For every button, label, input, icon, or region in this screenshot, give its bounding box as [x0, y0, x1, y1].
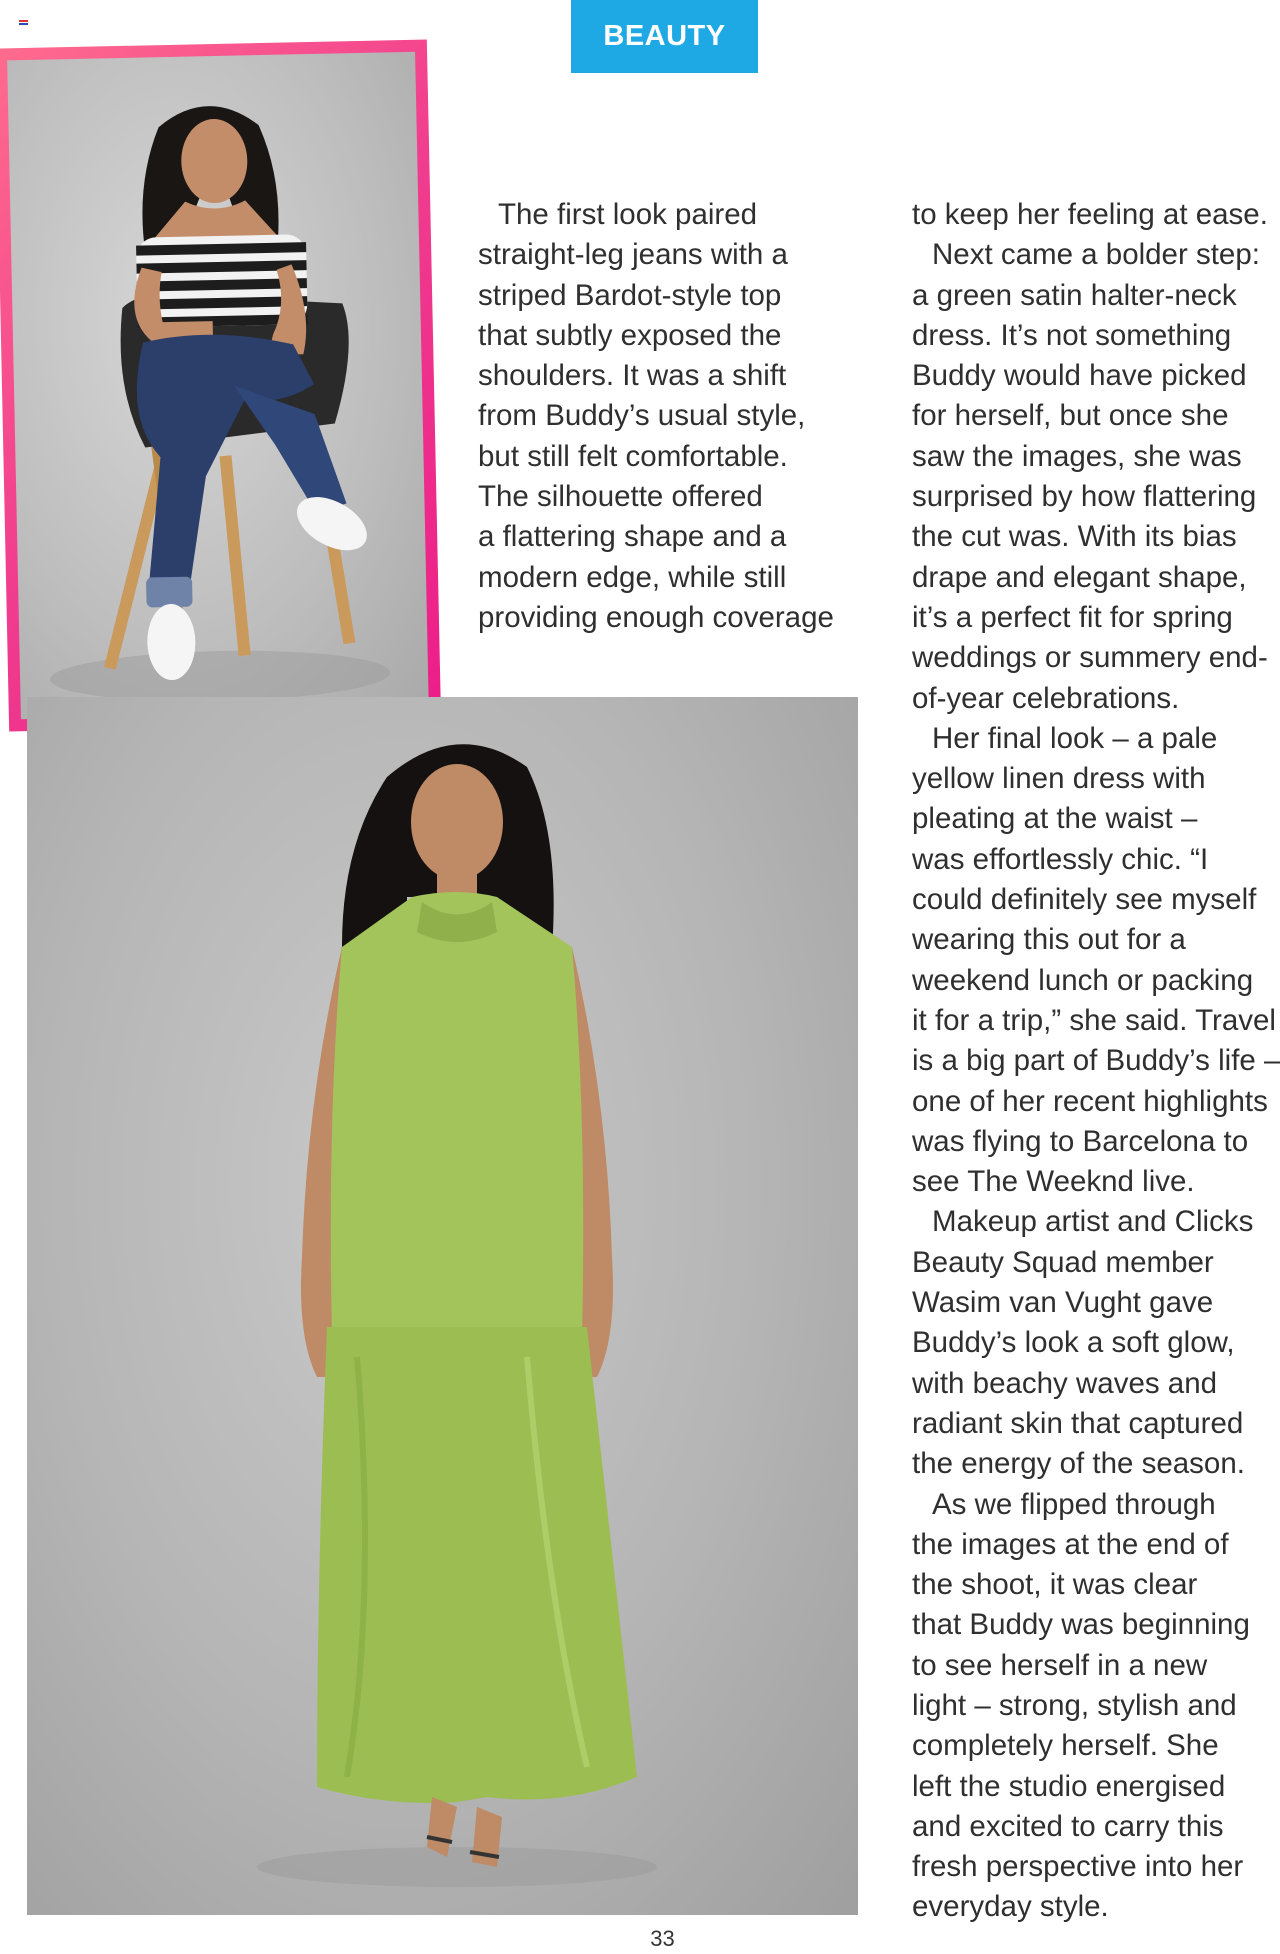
flag-icon: [19, 20, 28, 27]
text-line: for herself, but once she: [912, 399, 1229, 433]
text-line: straight-leg jeans with a: [478, 238, 788, 272]
article-column-2: [912, 195, 1280, 1928]
text-line: and excited to carry this: [912, 1809, 1224, 1843]
text-line: see The Weeknd live.: [912, 1165, 1195, 1199]
text-line: to keep her feeling at ease.: [912, 198, 1268, 231]
text-line: weddings or summery end-: [912, 641, 1268, 675]
text-line: the energy of the season.: [912, 1447, 1245, 1481]
text-line: the cut was. With its bias: [912, 520, 1237, 554]
text-line: saw the images, she was: [912, 439, 1242, 473]
text-line: shoulders. It was a shift: [478, 359, 787, 393]
text-line: Next came a bolder step:: [932, 238, 1260, 272]
text-line: modern edge, while still: [478, 560, 787, 594]
text-line: fresh perspective into her: [912, 1850, 1244, 1884]
text-line: As we flipped through: [932, 1487, 1216, 1521]
text-line: is a big part of Buddy’s life –: [912, 1044, 1280, 1078]
text-line: everyday style.: [912, 1890, 1109, 1924]
section-tab-beauty[interactable]: [571, 0, 758, 73]
seated-woman-photo: [7, 52, 429, 719]
text-line: drape and elegant shape,: [912, 560, 1247, 594]
text-line: to see herself in a new: [912, 1648, 1208, 1682]
green-dress-illustration: [27, 697, 858, 1915]
text-line: yellow linen dress with: [912, 762, 1206, 796]
text-line: light – strong, stylish and: [912, 1688, 1237, 1722]
text-line: Beauty Squad member: [912, 1245, 1214, 1279]
text-line: Wasim van Vught gave: [912, 1286, 1214, 1320]
text-line: it for a trip,” she said. Travel: [912, 1003, 1276, 1037]
section-label: BEAUTY: [603, 20, 726, 52]
text-line: that Buddy was beginning: [912, 1608, 1250, 1642]
text-line: one of her recent highlights: [912, 1084, 1268, 1118]
text-line: surprised by how flattering: [912, 480, 1257, 514]
text-line: pleating at the waist –: [912, 802, 1198, 836]
text-line: striped Bardot-style top: [478, 278, 782, 312]
text-line: Her final look – a pale: [932, 721, 1218, 755]
text-line: from Buddy’s usual style,: [478, 399, 806, 433]
article-column-1: [478, 195, 858, 638]
text-line: Makeup artist and Clicks: [932, 1205, 1254, 1239]
text-line: could definitely see myself: [912, 883, 1257, 917]
text-line: that subtly exposed the: [478, 318, 782, 352]
seated-woman-illustration: [7, 52, 429, 719]
green-dress-photo: [27, 697, 858, 1915]
text-line: left the studio energised: [912, 1769, 1226, 1803]
text-line: Buddy would have picked: [912, 359, 1247, 393]
text-line: dress. It’s not something: [912, 318, 1232, 352]
text-line: with beachy waves and: [912, 1366, 1218, 1400]
text-line: a green satin halter-neck: [912, 278, 1237, 312]
text-line: it’s a perfect fit for spring: [912, 600, 1233, 634]
text-line: but still felt comfortable.: [478, 439, 788, 473]
text-line: completely herself. She: [912, 1729, 1219, 1763]
text-line: the shoot, it was clear: [912, 1568, 1198, 1602]
text-line: weekend lunch or packing: [912, 963, 1254, 997]
text-line: was flying to Barcelona to: [912, 1124, 1249, 1158]
page-number: 33: [650, 1926, 675, 1951]
text-line: wearing this out for a: [912, 923, 1186, 957]
text-line: a flattering shape and a: [478, 520, 787, 554]
text-line: The first look paired: [498, 198, 758, 231]
text-line: of-year celebrations.: [912, 681, 1180, 715]
top-photo-frame: [0, 40, 441, 732]
text-line: Buddy’s look a soft glow,: [912, 1326, 1235, 1360]
text-line: radiant skin that captured: [912, 1406, 1244, 1440]
text-line: providing enough coverage: [478, 600, 834, 634]
text-line: was effortlessly chic. “I: [912, 842, 1209, 876]
text-line: The silhouette offered: [478, 480, 763, 514]
text-line: the images at the end of: [912, 1527, 1229, 1561]
